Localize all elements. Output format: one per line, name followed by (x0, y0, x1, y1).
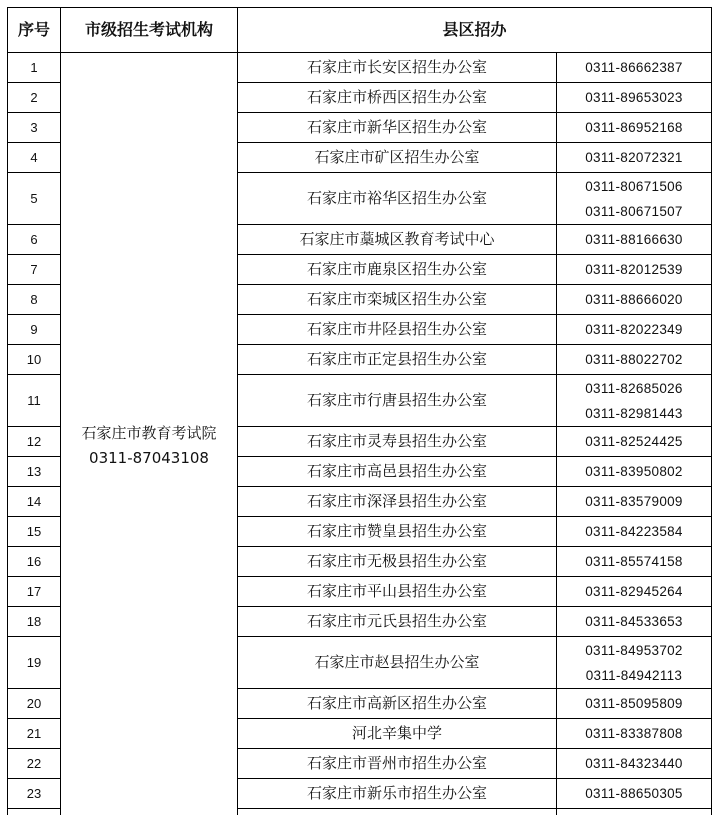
row-seq (8, 809, 61, 815)
office-name: 石家庄市赞皇县招生办公室 (238, 517, 557, 547)
office-phone-cell (557, 285, 712, 315)
office-name: 石家庄市平山县招生办公室 (238, 577, 557, 607)
office-name (238, 809, 557, 815)
office-name: 石家庄市新乐市招生办公室 (238, 779, 557, 809)
office-phone: 0311-88666020 (585, 292, 683, 307)
office-phone: 0311-82072321 (585, 150, 683, 165)
office-name: 石家庄市栾城区招生办公室 (238, 285, 557, 315)
office-name: 石家庄市新华区招生办公室 (238, 113, 557, 143)
row-seq: 23 (8, 779, 61, 809)
office-phone: 0311-82022349 (585, 322, 683, 337)
row-seq: 8 (8, 285, 61, 315)
office-phone-cell (557, 315, 712, 345)
office-phone-cell (557, 517, 712, 547)
office-phone: 0311-84223584 (585, 524, 683, 539)
office-phone: 0311-82685026 (585, 380, 683, 396)
row-seq: 1 (8, 53, 61, 83)
office-phone: 0311-80671506 (585, 178, 683, 194)
office-phone: 0311-85574158 (585, 554, 683, 569)
row-seq: 17 (8, 577, 61, 607)
office-phone: 0311-88022702 (585, 352, 683, 367)
office-phone-cell (557, 487, 712, 517)
office-phone: 0311-88650305 (585, 786, 683, 801)
office-phone-cell (557, 607, 712, 637)
contact-table (7, 7, 712, 815)
office-phone: 0311-83579009 (585, 494, 683, 509)
city-org-cell (61, 53, 238, 815)
office-phone-cell (557, 749, 712, 779)
row-seq: 14 (8, 487, 61, 517)
row-seq: 13 (8, 457, 61, 487)
office-phone-cell (557, 689, 712, 719)
office-name: 石家庄市长安区招生办公室 (238, 53, 557, 83)
office-phone: 0311-86952168 (585, 120, 683, 135)
office-phone: 0311-89653023 (585, 90, 683, 105)
office-name: 河北辛集中学 (238, 719, 557, 749)
row-seq: 15 (8, 517, 61, 547)
row-seq: 21 (8, 719, 61, 749)
office-phone-cell (557, 719, 712, 749)
office-name: 石家庄市高新区招生办公室 (238, 689, 557, 719)
office-phone-cell (557, 547, 712, 577)
office-name: 石家庄市行唐县招生办公室 (238, 375, 557, 427)
row-seq: 22 (8, 749, 61, 779)
office-phone-cell (557, 345, 712, 375)
row-seq: 6 (8, 225, 61, 255)
office-phone-cell (557, 779, 712, 809)
office-phone-cell (557, 83, 712, 113)
office-name: 石家庄市高邑县招生办公室 (238, 457, 557, 487)
office-phone-cell (557, 225, 712, 255)
row-seq: 20 (8, 689, 61, 719)
office-name: 石家庄市桥西区招生办公室 (238, 83, 557, 113)
office-phone-cell (557, 113, 712, 143)
office-name: 石家庄市矿区招生办公室 (238, 143, 557, 173)
row-seq: 9 (8, 315, 61, 345)
row-seq: 16 (8, 547, 61, 577)
table-row (8, 53, 712, 83)
row-seq: 7 (8, 255, 61, 285)
row-seq: 10 (8, 345, 61, 375)
office-phone: 0311-80671507 (585, 203, 683, 219)
office-phone-cell (557, 255, 712, 285)
office-phone: 0311-82012539 (585, 262, 683, 277)
office-phone: 0311-84942113 (585, 667, 683, 683)
office-name: 石家庄市深泽县招生办公室 (238, 487, 557, 517)
row-seq: 2 (8, 83, 61, 113)
office-phone: 0311-83387808 (585, 726, 683, 741)
office-phone-cell (557, 577, 712, 607)
row-seq: 12 (8, 427, 61, 457)
office-name: 石家庄市鹿泉区招生办公室 (238, 255, 557, 285)
office-phone: 0311-85095809 (585, 696, 683, 711)
row-seq: 18 (8, 607, 61, 637)
office-name: 石家庄市晋州市招生办公室 (238, 749, 557, 779)
header-row (8, 8, 712, 53)
row-seq: 11 (8, 375, 61, 427)
office-name: 石家庄市灵寿县招生办公室 (238, 427, 557, 457)
office-phone: 0311-82524425 (585, 434, 683, 449)
office-phone-cell (557, 457, 712, 487)
office-phone: 0311-83950802 (585, 464, 683, 479)
office-name: 石家庄市赵县招生办公室 (238, 637, 557, 689)
office-name: 石家庄市无极县招生办公室 (238, 547, 557, 577)
office-name: 石家庄市井陉县招生办公室 (238, 315, 557, 345)
office-phone-cell (557, 427, 712, 457)
office-name: 石家庄市正定县招生办公室 (238, 345, 557, 375)
office-phone: 0311-84953702 (585, 642, 683, 658)
header-seq: 序号 (8, 8, 61, 53)
office-name: 石家庄市元氏县招生办公室 (238, 607, 557, 637)
office-phone-cell (557, 173, 712, 225)
office-phone-cell (557, 375, 712, 427)
row-seq: 19 (8, 637, 61, 689)
city-org-name: 石家庄市教育考试院 (81, 423, 217, 442)
city-org-phone: 0311-87043108 (89, 448, 209, 467)
office-phone-cell (557, 809, 712, 815)
office-name: 石家庄市裕华区招生办公室 (238, 173, 557, 225)
header-county-office: 县区招办 (238, 8, 712, 53)
office-name: 石家庄市藁城区教育考试中心 (238, 225, 557, 255)
office-phone: 0311-82945264 (585, 584, 683, 599)
office-phone: 0311-86662387 (585, 60, 683, 75)
office-phone-cell (557, 637, 712, 689)
row-seq: 4 (8, 143, 61, 173)
office-phone: 0311-84323440 (585, 756, 683, 771)
office-phone: 0311-82981443 (585, 405, 683, 421)
table-body (8, 53, 712, 815)
office-phone-cell (557, 53, 712, 83)
header-city-org: 市级招生考试机构 (61, 8, 238, 53)
row-seq: 3 (8, 113, 61, 143)
office-phone: 0311-84533653 (585, 614, 683, 629)
office-phone-cell (557, 143, 712, 173)
row-seq: 5 (8, 173, 61, 225)
office-phone: 0311-88166630 (585, 232, 683, 247)
